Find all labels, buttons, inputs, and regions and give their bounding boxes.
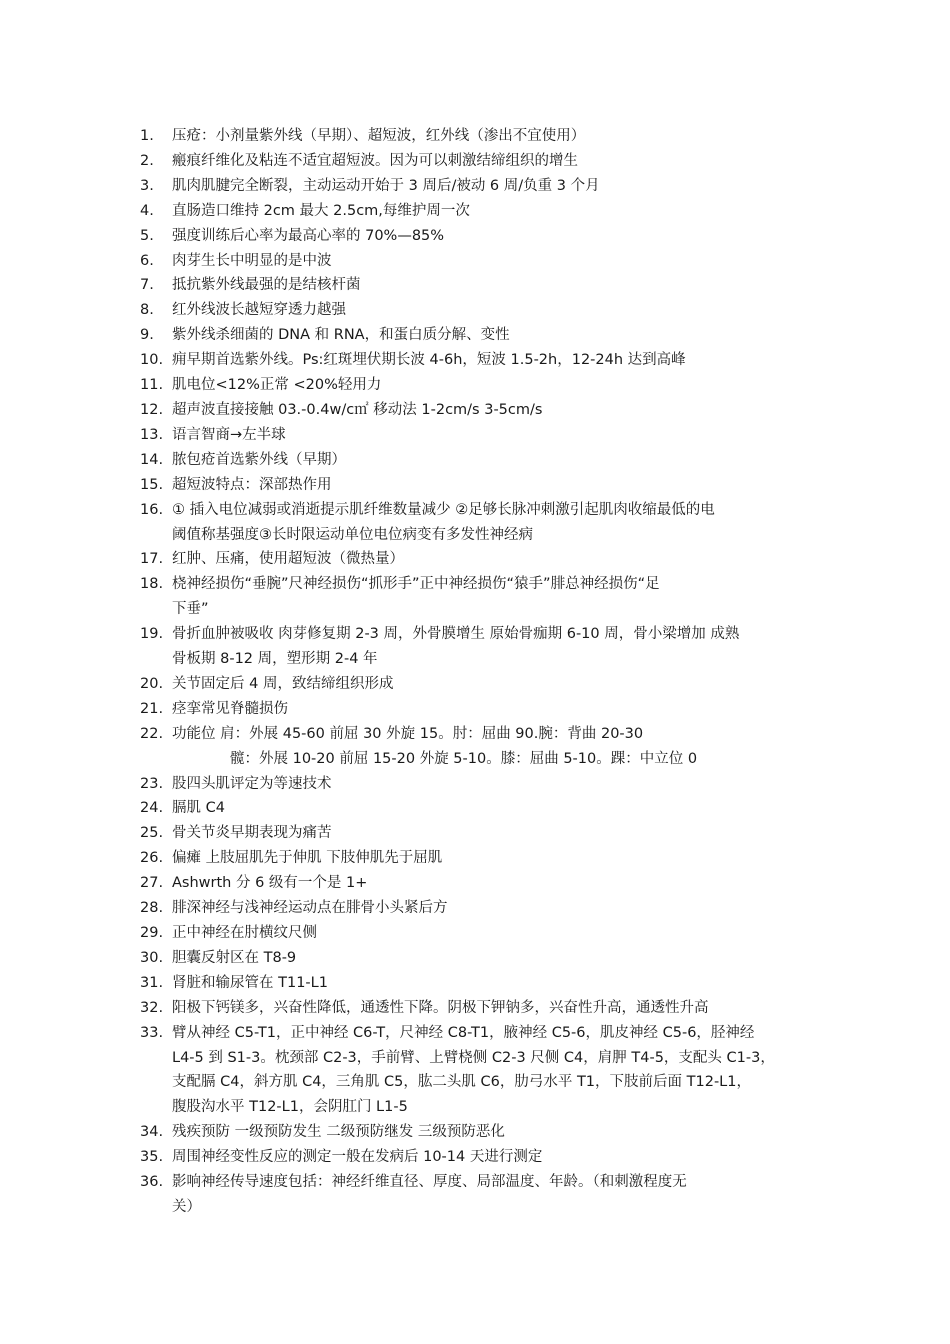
list-item — [140, 323, 812, 348]
list-item-text: 阈值称基强度③长时限运动单位电位病变有多发性神经病 — [172, 526, 533, 543]
list-item — [140, 547, 812, 572]
list-item-text: 语言智商→左半球 — [172, 426, 286, 443]
list-item-number: 8. — [140, 302, 154, 319]
list-item-text: 肾脏和输尿管在 T11-L1 — [172, 974, 328, 991]
list-item-text: 关节固定后 4 周，致结缔组织形成 — [172, 675, 394, 692]
list-item-number: 21. — [140, 700, 164, 717]
list-item — [140, 224, 812, 249]
numbered-list — [140, 124, 812, 1220]
list-item — [140, 298, 812, 323]
list-item-number: 17. — [140, 551, 164, 568]
list-item — [140, 423, 812, 448]
list-item-text: 直肠造口维持 2cm 最大 2.5cm,每维护周一次 — [172, 202, 470, 219]
list-item-text: 抵抗紫外线最强的是结核杆菌 — [172, 277, 361, 294]
list-item — [140, 348, 812, 373]
list-item — [140, 622, 812, 672]
list-item — [140, 672, 812, 697]
list-item — [140, 921, 812, 946]
list-item-text: 紫外线杀细菌的 DNA 和 RNA，和蛋白质分解、变性 — [172, 327, 510, 344]
list-item — [140, 1021, 812, 1121]
list-item — [140, 273, 812, 298]
list-item-number: 25. — [140, 825, 164, 842]
list-item — [140, 871, 812, 896]
list-item-text: ① 插入电位减弱或消逝提示肌纤维数量减少 ②足够长脉冲刺激引起肌肉收缩最低的电 — [172, 501, 715, 518]
list-item-number: 7. — [140, 277, 154, 294]
list-item-number: 30. — [140, 949, 164, 966]
list-item-number: 15. — [140, 476, 164, 493]
list-item-number: 36. — [140, 1174, 164, 1191]
list-item-text: 臂从神经 C5-T1，正中神经 C6-T，尺神经 C8-T1，腋神经 C5-6，肌皮神经 C5-6，胫神经 — [172, 1024, 755, 1041]
list-item-text: 腓深神经与浅神经运动点在腓骨小头紧后方 — [172, 900, 448, 917]
list-item-text: 骨关节炎早期表现为痛苦 — [172, 825, 332, 842]
list-item — [140, 896, 812, 921]
list-item-number: 22. — [140, 725, 164, 742]
list-item — [140, 473, 812, 498]
list-item-number: 23. — [140, 775, 164, 792]
list-item-text: 瘢痕纤维化及粘连不适宜超短波。因为可以刺激结缔组织的增生 — [172, 152, 578, 169]
list-item-number: 26. — [140, 850, 164, 867]
list-item — [140, 971, 812, 996]
list-item-number: 6. — [140, 252, 154, 269]
list-item-text: 股四头肌评定为等速技术 — [172, 775, 332, 792]
list-item-text: 骨板期 8-12 周，塑形期 2-4 年 — [172, 651, 378, 668]
list-item-number: 27. — [140, 875, 164, 892]
list-item-text: 痉挛常见脊髓损伤 — [172, 700, 288, 717]
list-item-text: 肌电位<12%正常 <20%轻用力 — [172, 377, 382, 394]
list-item-text: 功能位 肩：外展 45-60 前屈 30 外旋 15。肘：屈曲 90.腕：背曲 20-30 — [172, 725, 644, 742]
list-item-text: 残疾预防 一级预防发生 二级预防继发 三级预防恶化 — [172, 1124, 505, 1141]
list-item — [140, 1170, 812, 1220]
list-item-text: 胆囊反射区在 T8-9 — [172, 949, 297, 966]
list-item — [140, 124, 812, 149]
list-item — [140, 448, 812, 473]
list-item — [140, 398, 812, 423]
list-item-text: 影响神经传导速度包括：神经纤维直径、厚度、局部温度、年龄。（和刺激程度无 — [172, 1174, 687, 1191]
list-item — [140, 946, 812, 971]
list-item-text: 正中神经在肘横纹尺侧 — [172, 925, 317, 941]
list-item-number: 33. — [140, 1024, 164, 1041]
list-item-number: 31. — [140, 974, 164, 991]
list-item-text: 腹股沟水平 T12-L1，会阴肛门 L1-5 — [172, 1099, 408, 1116]
list-item-text: 强度训练后心率为最高心率的 70%—85% — [172, 227, 445, 244]
list-item-text: 桡神经损伤“垂腕”尺神经损伤“抓形手”正中神经损伤“猿手”腓总神经损伤“足 — [172, 576, 660, 593]
list-item-text: 红外线波长越短穿透力越强 — [172, 302, 346, 319]
list-item-number: 34. — [140, 1124, 164, 1141]
list-item-text: 偏瘫 上肢屈肌先于伸肌 下肢伸肌先于屈肌 — [172, 850, 443, 867]
list-item-number: 14. — [140, 451, 164, 468]
list-item-text: 痈早期首选紫外线。Ps:红斑埋伏期长波 4-6h，短波 1.5-2h，12-24h 达到高峰 — [172, 352, 686, 369]
list-item — [140, 722, 812, 772]
list-item-text: 超短波特点：深部热作用 — [172, 476, 332, 493]
list-item-text: 骨折血肿被吸收 肉芽修复期 2-3 周，外骨膜增生 原始骨痂期 6-10 周，骨小梁增加 成熟 — [172, 626, 740, 643]
list-item — [140, 249, 812, 274]
list-item-number: 10. — [140, 352, 164, 369]
list-item-number: 3. — [140, 177, 154, 194]
list-item-number: 1. — [140, 128, 154, 144]
list-item-number: 13. — [140, 426, 164, 443]
list-item-text: 肌肉肌腱完全断裂，主动运动开始于 3 周后/被动 6 周/负重 3 个月 — [172, 177, 600, 194]
list-item — [140, 149, 812, 174]
list-item-number: 4. — [140, 202, 154, 219]
list-item — [140, 821, 812, 846]
list-item — [140, 1145, 812, 1170]
list-item-number: 2. — [140, 152, 154, 169]
list-item — [140, 174, 812, 199]
list-item-text: 关） — [172, 1198, 201, 1215]
list-item-number: 19. — [140, 626, 164, 643]
list-item-text: 下垂” — [172, 601, 209, 618]
list-item-text: 支配膈 C4，斜方肌 C4，三角肌 C5，肱二头肌 C6，肋弓水平 T1，下肢前后面 T12-L1， — [172, 1074, 751, 1091]
list-item-number: 24. — [140, 800, 164, 817]
list-item-number: 12. — [140, 401, 164, 418]
list-item-text: L4-5 到 S1-3。枕颈部 C2-3，手前臂、上臂桡侧 C2-3 尺侧 C4，肩胛 T4-5，支配头 C1-3， — [172, 1049, 775, 1066]
list-item-number: 28. — [140, 900, 164, 917]
list-item-text: 超声波直接接触 03.-0.4w/c㎡ 移动法 1-2cm/s 3-5cm/s — [172, 401, 543, 418]
list-item-number: 16. — [140, 501, 164, 518]
list-item-number: 35. — [140, 1149, 164, 1166]
list-item — [140, 1120, 812, 1145]
list-item-text: 肉芽生长中明显的是中波 — [172, 252, 332, 269]
list-item-number: 18. — [140, 576, 164, 593]
list-item — [140, 772, 812, 797]
list-item-text: 脓包疮首选紫外线（早期） — [172, 451, 346, 468]
list-item-text: 周围神经变性反应的测定一般在发病后 10-14 天进行测定 — [172, 1149, 543, 1166]
list-item-text: Ashwrth 分 6 级有一个是 1+ — [172, 875, 368, 892]
list-item — [140, 846, 812, 871]
list-item — [140, 498, 812, 548]
list-item — [140, 373, 812, 398]
list-item-number: 20. — [140, 675, 164, 692]
list-item-indented-text: 髋：外展 10-20 前屈 15-20 外旋 5-10。膝：屈曲 5-10。踝：中立位 0 — [230, 750, 698, 767]
list-item-number: 32. — [140, 999, 164, 1016]
list-item-number: 9. — [140, 327, 154, 344]
list-item — [140, 796, 812, 821]
list-item — [140, 996, 812, 1021]
list-item-text: 阳极下钙镁多，兴奋性降低，通透性下降。阴极下钾钠多，兴奋性升高，通透性升高 — [172, 999, 709, 1016]
list-item — [140, 697, 812, 722]
list-item-number: 11. — [140, 377, 164, 394]
list-item-text: 膈肌 C4 — [172, 800, 225, 817]
list-item-number: 29. — [140, 925, 164, 941]
list-item-text: 压疮：小剂量紫外线（早期）、超短波，红外线（渗出不宜使用） — [172, 128, 586, 144]
list-item — [140, 199, 812, 224]
list-item-text: 红肿、压痛，使用超短波（微热量） — [172, 551, 404, 568]
list-item-number: 5. — [140, 227, 154, 244]
list-item — [140, 572, 812, 622]
